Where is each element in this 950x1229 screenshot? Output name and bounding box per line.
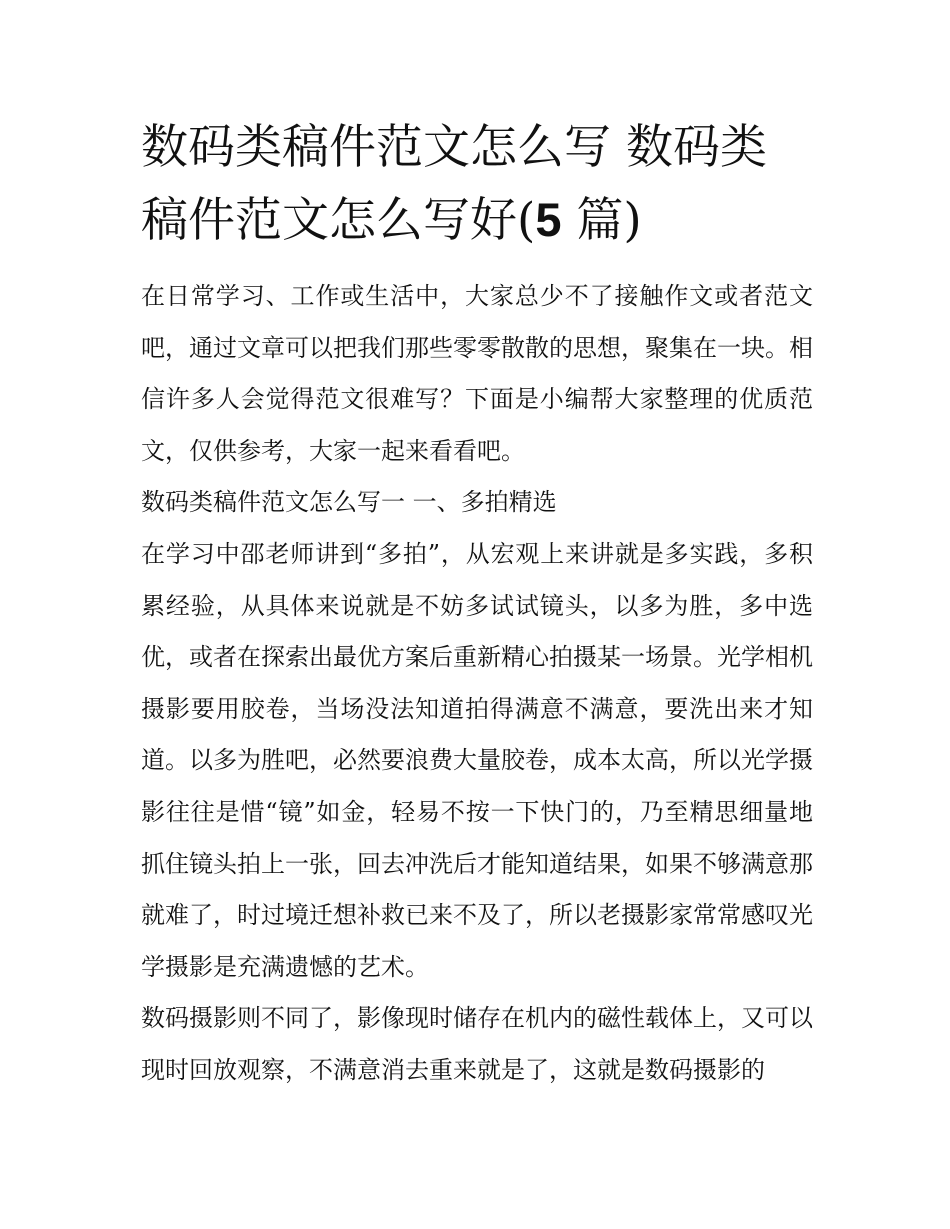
title-line-2-suffix: 篇) bbox=[561, 193, 642, 248]
body-paragraph-2: 数码摄影则不同了，影像现时储存在机内的磁性载体上，又可以现时回放观察，不满意消去重来就是了，这就是数码摄影的 bbox=[141, 1004, 813, 1084]
section-heading: 数码类稿件范文怎么写一 一、多拍精选 bbox=[141, 488, 557, 517]
document-title bbox=[141, 112, 813, 257]
title-article-count: 5 bbox=[535, 193, 562, 246]
title-line-2-prefix: 稿件范文怎么写好( bbox=[141, 193, 536, 248]
document-body bbox=[141, 271, 813, 1097]
body-paragraph-1: 在学习中邵老师讲到“多拍”，从宏观上来讲就是多实践，多积累经验，从具体来说就是不妨多试试镜头，以多为胜，多中选优，或者在探索出最优方案后重新精心拍摄某一场景。光学相机摄影要用胶卷，当场没法知道拍得满意不满意，要洗出来才知道。以多为胜吧，必然要浪费大量胶卷，成本太高，所以光学摄影往往是惜“镜”如金，轻易不按一下快门的，乃至精思细量地抓住镜头拍上一张，回去冲洗后才能知道结果，如果不够满意那就难了，时过境迁想补救已来不及了，所以老摄影家常常感叹光学摄影是充满遗憾的艺术。 bbox=[141, 539, 813, 981]
intro-paragraph: 在日常学习、工作或生活中，大家总少不了接触作文或者范文吧，通过文章可以把我们那些零零散散的思想，聚集在一块。相信许多人会觉得范文很难写？下面是小编帮大家整理的优质范文，仅供参考，大家一起来看看吧。 bbox=[141, 282, 813, 465]
document-content bbox=[141, 112, 813, 1097]
title-line-1: 数码类稿件范文怎么写 数码类 bbox=[141, 120, 767, 175]
